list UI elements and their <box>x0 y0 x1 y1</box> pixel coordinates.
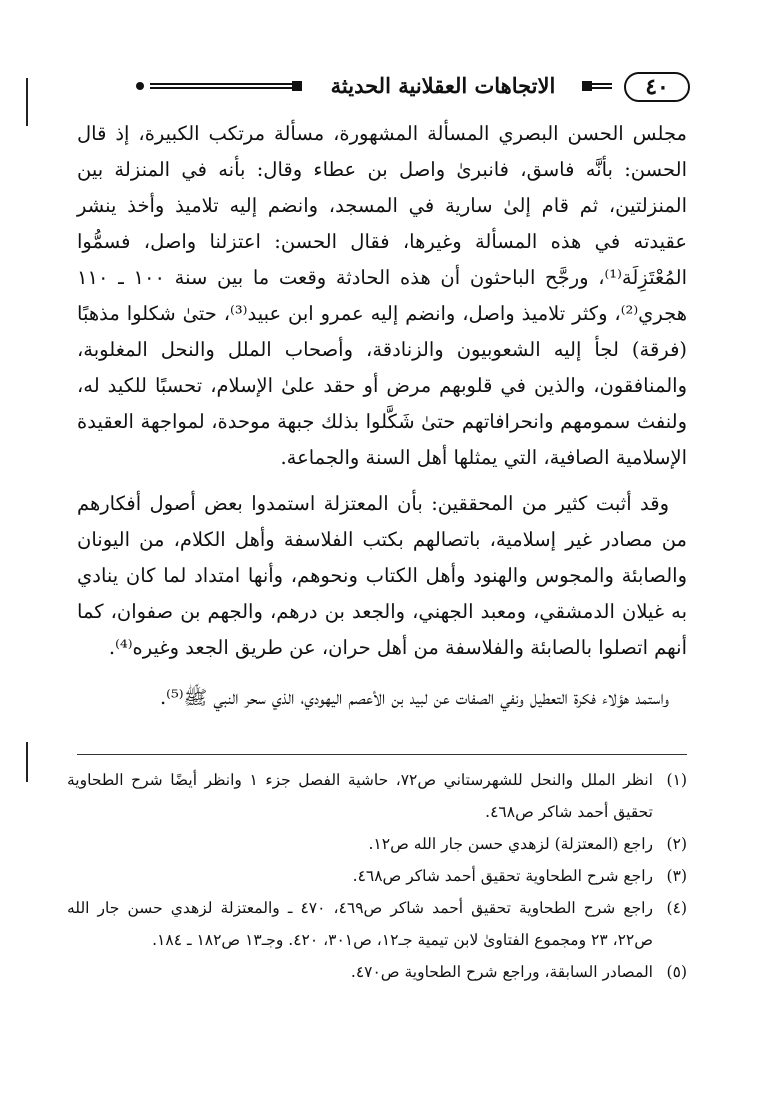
footnote <box>67 764 687 828</box>
footnote-text: المصادر السابقة، وراجع شرح الطحاوية ص٤٧٠. <box>350 963 653 981</box>
footnote-number: (٤) <box>666 899 687 917</box>
footnote-number: (١) <box>666 771 687 789</box>
header-dot <box>136 82 144 90</box>
running-title: الاتجاهات العقلانية الحديثة <box>330 73 556 98</box>
body-paragraph: وقد أثبت كثير من المحققين: بأن المعتزلة استمدوا بعض أصول أفكارهم من مصادر غير إسلامية، باتصالهم بكتب الفلاسفة وأهل الكلام، من اليونان والصابئة والمجوس والهنود وأهل الكتاب ونحوهم، وأنها امتداد لما كان ينادي به غيلان الدمشقي، ومعبد الجهني، والجعد بن درهم، والجهم بن صفوان، كما أنهم اتصلوا بالصابئة والفلاسفة من أهل حران، عن طريق الجعد وغيره⁽⁴⁾. <box>77 492 687 659</box>
footnote-divider <box>77 754 687 755</box>
footnote-text: انظر الملل والنحل للشهرستاني ص٧٢، حاشية الفصل جزء ١ وانظر أيضًا شرح الطحاوية تحقيق أحمد شاكر ص٤٦٨. <box>67 771 653 821</box>
body-paragraph: مجلس الحسن البصري المسألة المشهورة، مسألة مرتكب الكبيرة، إذ قال الحسن: بأنَّه فاسق، فانبرىٰ واصل بن عطاء وقال: بأنه في المنزلة بين المنزلتين، ثم قام إلىٰ سارية في المسجد، وانضم إليه تلاميذ وأخذ ينشر عقيدته في هذه المسألة وغيرها، فقال الحسن: اعتزلنا واصل، فسمُّوا المُعْتَزِلَة⁽¹⁾، ورجَّح الباحثون أن هذه الحادثة وقعت ما بين سنة ١٠٠ ـ ١١٠ هجري⁽²⁾، وكثر تلاميذ واصل، وانضم إليه عمرو ابن عبيد⁽³⁾، حتىٰ شكلوا مذهبًا (فرقة) لجأ إليه الشعوبيون والزنادقة، وأصحاب الملل والنحل المغلوبة، والمنافقون، والذين في قلوبهم مرض أو حقد علىٰ الإسلام، تحسبًا للكيد له، ولنفث سمومهم وانحرافاتهم حتىٰ شَكَّلوا بذلك جبهة موحدة، لمواجهة العقيدة الإسلامية الصافية، التي يمثلها أهل السنة والجماعة. <box>77 122 687 469</box>
footnote-number: (٥) <box>666 963 687 981</box>
footnote-text: راجع شرح الطحاوية تحقيق أحمد شاكر ص٤٦٩، ٤٧٠ ـ والمعتزلة لزهدي حسن جار الله ص٢٢، ٢٣ ومجموع الفتاوىٰ لابن تيمية جـ١٢، ص٣٠١، ٤٢٠. وجـ١٣ ص١٨٢ ـ ١٨٤. <box>67 899 653 949</box>
header-rule <box>150 83 292 89</box>
margin-rule <box>26 742 28 782</box>
footnote <box>67 956 687 988</box>
header-square-bullet <box>292 81 302 91</box>
header-rule <box>592 83 612 89</box>
footnote <box>67 860 687 892</box>
footnote <box>67 892 687 956</box>
page-number-badge: ٤٠ <box>624 72 690 102</box>
header-square-bullet <box>582 81 592 91</box>
footnote-text: راجع (المعتزلة) لزهدي حسن جار الله ص١٢. <box>368 835 653 853</box>
footnote <box>67 828 687 860</box>
page-header <box>70 70 690 106</box>
footnote-text: راجع شرح الطحاوية تحقيق أحمد شاكر ص٤٦٨. <box>352 867 653 885</box>
margin-rule <box>26 78 28 126</box>
body-paragraph: واستمد هؤلاء فكرة التعطيل ونفي الصفات عن لبيد بن الأعصم اليهودي، الذي سحر النبي ﷺ⁽⁵⁾. <box>159 686 669 709</box>
footnote-number: (٢) <box>666 835 687 853</box>
footnotes-list <box>67 764 687 988</box>
footnote-number: (٣) <box>666 867 687 885</box>
